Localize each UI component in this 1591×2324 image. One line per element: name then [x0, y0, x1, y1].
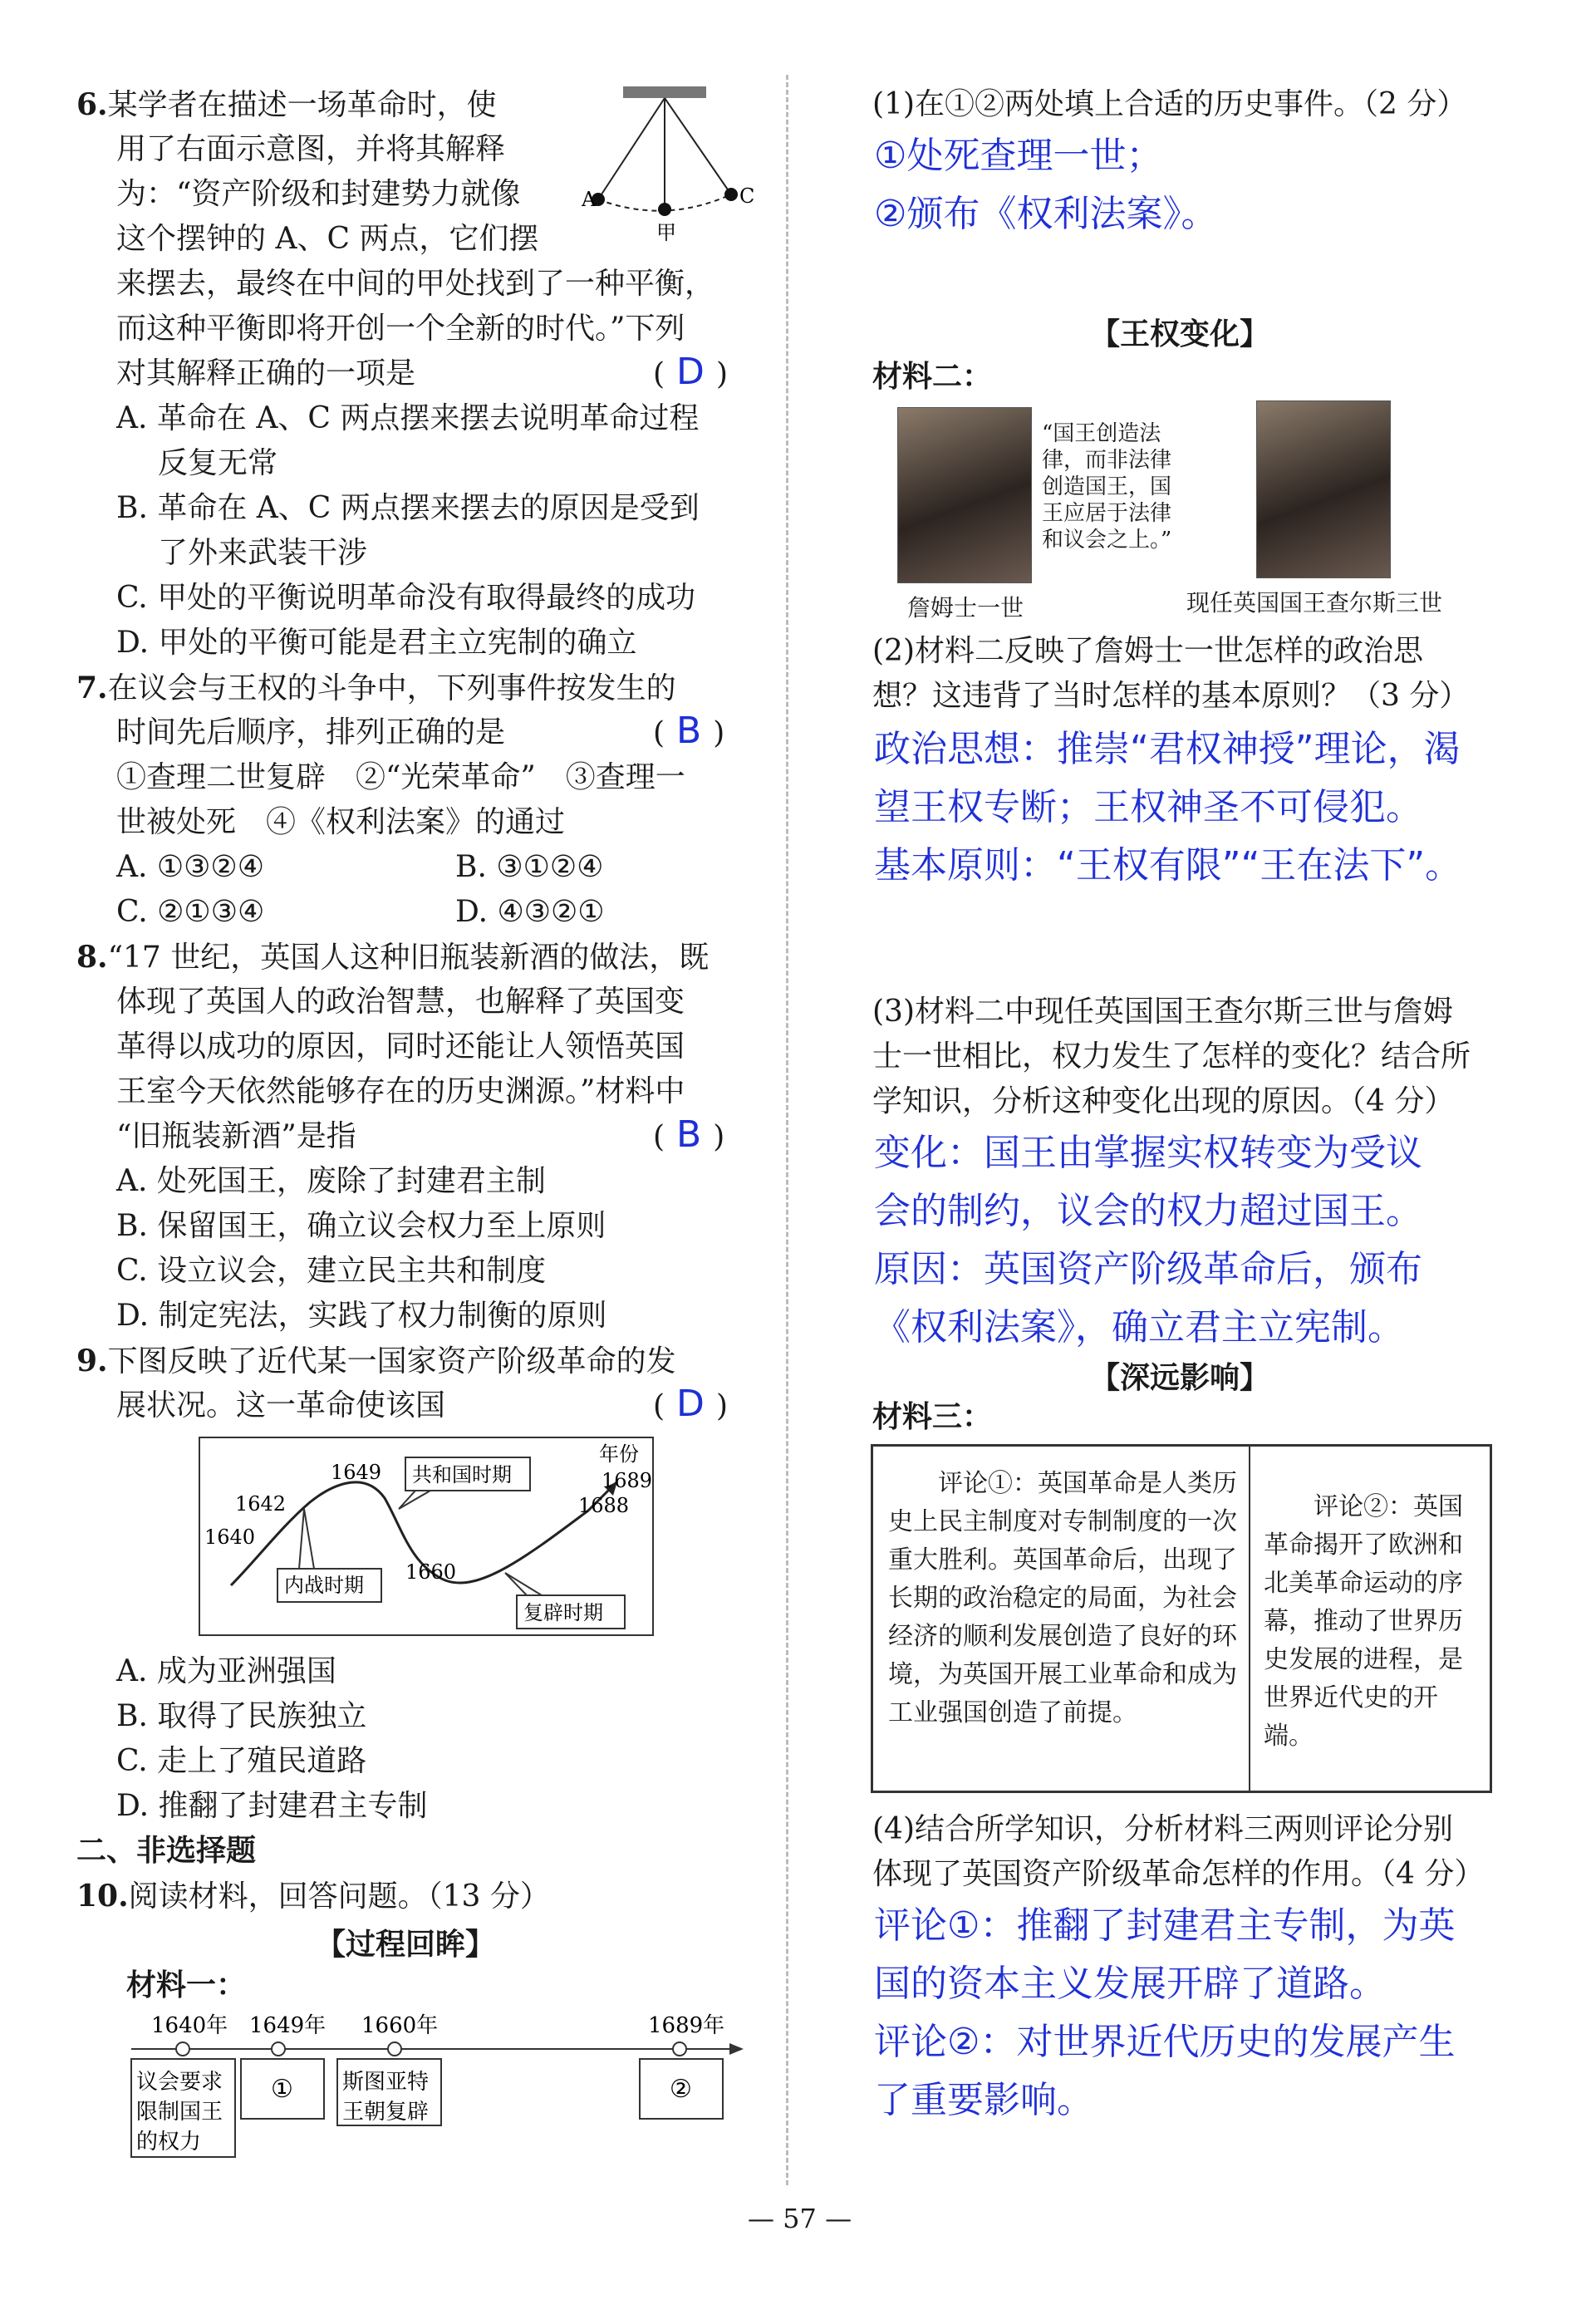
- heading-royal-power: 【王权变化】: [1090, 317, 1270, 351]
- comment-2: 评论②：英国革命揭开了欧洲和北美革命运动的序幕，推动了世界历史发展的进程，是世界近代史的开端。: [1264, 1492, 1463, 1751]
- q10-intro: 10.阅读材料，回答问题。（13 分）: [76, 1879, 550, 1914]
- q7-answer: B: [676, 710, 702, 752]
- q8-option-c: C. 设立议会，建立民主共和制度: [116, 1254, 547, 1288]
- q7-line-4: 世被处死 ④《权利法案》的通过: [116, 805, 566, 839]
- q6-line-4: 这个摆钟的 A、C 两点，它们摆: [116, 222, 539, 256]
- q7-line-2: 时间先后顺序，排列正确的是: [116, 715, 506, 749]
- timeline-year-1689: 1689年: [648, 2013, 725, 2038]
- chart-label-1640: 1640: [204, 1526, 256, 1549]
- material-1-label: 材料一：: [126, 1968, 247, 2002]
- q10-answer-4-line-2: 国的资本主义发展开辟了道路。: [874, 1963, 1386, 2005]
- chart-label-restoration: 复辟时期: [523, 1601, 603, 1624]
- q10-sub-3-line-1: (3)材料二中现任英国国王查尔斯三世与詹姆: [872, 995, 1453, 1029]
- q6-number: 6.: [76, 87, 108, 122]
- q10-answer-4-line-1: 评论①：推翻了封建君主专制，为英: [874, 1904, 1456, 1947]
- q10-sub-2-line-2: 想？这违背了当时怎样的基本原则？（3 分）: [872, 679, 1470, 713]
- q9-line-1: 9.下图反映了近代某一国家资产阶级革命的发: [76, 1344, 676, 1378]
- q10-number: 10.: [76, 1879, 129, 1914]
- timeline-arrowhead: [729, 2043, 744, 2055]
- q6-answer: D: [676, 351, 705, 393]
- page-number: — 57 —: [748, 2203, 852, 2234]
- q6-option-a: A. 革命在 A、C 两点摆来摆去说明革命过程: [116, 401, 700, 435]
- q6-option-c: C. 甲处的平衡说明革命没有取得最终的成功: [116, 581, 696, 615]
- quote-line-1: “国王创造法: [1042, 421, 1161, 446]
- chart-label-civilwar: 内战时期: [284, 1574, 364, 1597]
- pendulum-label-c: C: [739, 184, 755, 208]
- material-2-label: 材料二：: [872, 360, 993, 394]
- q10-answer-2-line-3: 基本原则：“王权有限”“王在法下”。: [874, 844, 1462, 887]
- q7-option-d: D. ④③②①: [455, 895, 605, 929]
- quote-line-5: 和议会之上。”: [1042, 528, 1172, 553]
- q7-option-a: A. ①③②④: [116, 850, 264, 884]
- timeline-box-1640-line-2: 限制国王: [136, 2100, 223, 2125]
- q6-option-d: D. 甲处的平衡可能是君主立宪制的确立: [116, 626, 637, 660]
- q8-line-5: “旧瓶装新酒”是指: [116, 1119, 356, 1153]
- quote-line-2: 律，而非法律: [1042, 448, 1172, 473]
- q6-line-2: 用了右面示意图，并将其解释: [116, 132, 506, 166]
- q6-line-3: 为：“资产阶级和封建势力就像: [116, 177, 521, 211]
- pendulum-arm-a: [598, 98, 665, 199]
- q8-option-d: D. 制定宪法，实践了权力制衡的原则: [116, 1299, 607, 1333]
- caption-charles-iii: 现任英国国王查尔斯三世: [1186, 589, 1443, 617]
- q9-line-2: 展状况。这一革命使该国: [116, 1388, 446, 1422]
- chart-label-1688: 1688: [578, 1494, 630, 1517]
- q8-answer-paren: ( B ): [653, 1113, 725, 1156]
- q10-answer-3-line-4: 《权利法案》，确立君主立宪制。: [874, 1306, 1404, 1349]
- chart-label-1642: 1642: [235, 1492, 287, 1516]
- quote-line-3: 创造国王，国: [1042, 474, 1172, 499]
- q10-answer-4-line-3: 评论②：对世界近代历史的发展产生: [874, 2021, 1456, 2063]
- q7-number: 7.: [76, 671, 108, 705]
- q7-answer-paren: ( B ): [653, 710, 725, 752]
- q9-option-b: B. 取得了民族独立: [116, 1699, 367, 1733]
- q10-answer-4-line-4: 了重要影响。: [874, 2079, 1093, 2121]
- q10-sub-2-line-1: (2)材料二反映了詹姆士一世怎样的政治思: [872, 634, 1423, 668]
- comments-divider: [1249, 1447, 1250, 1791]
- q9-number: 9.: [76, 1344, 108, 1378]
- q7-line-3: ①查理二世复辟 ②“光荣革命” ③查理一: [116, 760, 685, 794]
- pendulum-label-a: A: [582, 188, 597, 211]
- charles-iii-portrait: [1256, 400, 1391, 578]
- q6-option-a-cont: 反复无常: [158, 446, 278, 480]
- q8-option-a: A. 处死国王，废除了封建君主制: [116, 1164, 546, 1198]
- revolution-curve-chart: [198, 1436, 655, 1637]
- james-i-portrait: [897, 407, 1032, 583]
- timeline-box-1640-line-1: 议会要求: [136, 2070, 223, 2095]
- pendulum-arm-c: [665, 98, 731, 194]
- timeline-year-1660: 1660年: [361, 2013, 439, 2038]
- q10-answer-3-line-1: 变化：国王由掌握实权转变为受议: [874, 1132, 1422, 1174]
- q9-option-c: C. 走上了殖民道路: [116, 1744, 367, 1778]
- q6-line-7: 对其解释正确的一项是: [116, 356, 416, 391]
- chart-label-1660: 1660: [405, 1560, 457, 1584]
- section-2-heading: 二、非选择题: [76, 1834, 257, 1868]
- q10-answer-1-line-1: ①处死查理一世；: [874, 135, 1163, 177]
- timeline-blank-2: ②: [670, 2075, 692, 2104]
- q6-line-6: 而这种平衡即将开创一个全新的时代。”下列: [116, 312, 685, 346]
- q8-option-b: B. 保留国王，确立议会权力至上原则: [116, 1209, 606, 1243]
- q8-number: 8.: [76, 940, 108, 975]
- q9-option-d: D. 推翻了封建君主专制: [116, 1789, 428, 1823]
- comments-box: [871, 1444, 1492, 1793]
- q7-line-1: 7.在议会与王权的斗争中，下列事件按发生的: [76, 671, 676, 705]
- q10-sub-4-line-2: 体现了英国资产阶级革命怎样的作用。（4 分）: [872, 1857, 1485, 1891]
- chart-year-label: 年份: [599, 1442, 639, 1466]
- q10-sub-3-line-2: 士一世相比，权力发生了怎样的变化？结合所: [872, 1039, 1471, 1074]
- pendulum-diagram: [582, 83, 756, 249]
- q8-answer: B: [676, 1113, 702, 1156]
- pendulum-mount: [623, 86, 706, 98]
- timeline-box-1660-line-2: 王朝复辟: [342, 2100, 430, 2125]
- q10-answer-2-line-2: 望王权专断；王权神圣不可侵犯。: [874, 786, 1422, 828]
- q10-sub-4-line-1: (4)结合所学知识，分析材料三两则评论分别: [872, 1812, 1453, 1846]
- q6-option-b: B. 革命在 A、C 两点摆来摆去的原因是受到: [116, 491, 700, 525]
- q10-answer-1-line-2: ②颁布《权利法案》。: [874, 193, 1218, 235]
- timeline-box-1640-line-3: 的权力: [136, 2130, 202, 2154]
- pendulum-bob-c: [724, 188, 738, 201]
- pendulum-bob-mid: [658, 203, 671, 216]
- timeline-year-1649: 1649年: [249, 2013, 327, 2038]
- q10-answer-2-line-1: 政治思想：推崇“君权神授”理论，渴: [874, 728, 1461, 770]
- chart-label-1689: 1689: [602, 1469, 653, 1492]
- timeline-node-1649: [272, 2042, 285, 2056]
- q6-line-5: 来摆去，最终在中间的甲处找到了一种平衡，: [116, 267, 715, 301]
- q7-option-b: B. ③①②④: [455, 850, 604, 884]
- q6-answer-paren: ( D ): [653, 351, 728, 393]
- timeline-blank-1: ①: [271, 2075, 293, 2104]
- q9-option-a: A. 成为亚洲强国: [116, 1654, 336, 1688]
- chart-label-republic: 共和国时期: [412, 1463, 512, 1486]
- q6-line-1: 6.某学者在描述一场革命时，使: [76, 87, 497, 122]
- timeline-node-1640: [176, 2042, 189, 2056]
- timeline-year-1640: 1640年: [151, 2013, 228, 2038]
- q9-answer: D: [676, 1383, 705, 1425]
- q8-line-3: 革得以成功的原因，同时还能让人领悟英国: [116, 1029, 685, 1064]
- pendulum-label-mid: 甲: [656, 221, 676, 244]
- comment-1: 评论①：英国革命是人类历史上民主制度对专制制度的一次重大胜利。英国革命后，出现了长期的政治稳定的局面，为社会经济的顺利发展创造了良好的环境，为英国开展工业革命和成为工业强国创造了前提。: [888, 1469, 1237, 1727]
- quote-line-4: 王应居于法律: [1042, 501, 1172, 526]
- james-quote: [1042, 420, 1171, 553]
- q10-sub-1: (1)在①②两处填上合适的历史事件。（2 分）: [872, 87, 1467, 121]
- caption-james-i: 詹姆士一世: [907, 594, 1024, 622]
- timeline-diagram: [125, 2007, 756, 2174]
- q6-option-b-cont: 了外来武装干涉: [158, 536, 368, 570]
- material-3-label: 材料三：: [872, 1400, 993, 1434]
- q8-line-2: 体现了英国人的政治智慧，也解释了英国变: [116, 985, 685, 1019]
- timeline-box-1660-line-1: 斯图亚特: [342, 2070, 430, 2095]
- heading-process-review: 【过程回眸】: [316, 1928, 496, 1962]
- q8-line-1: 8.“17 世纪，英国人这种旧瓶装新酒的做法，既: [76, 940, 710, 975]
- chart-label-1649: 1649: [331, 1461, 382, 1484]
- q9-answer-paren: ( D ): [653, 1383, 728, 1425]
- heading-far-reaching-impact: 【深远影响】: [1090, 1361, 1270, 1395]
- q7-option-c: C. ②①③④: [116, 895, 265, 929]
- timeline-node-1660: [388, 2042, 401, 2056]
- q10-sub-3-line-3: 学知识，分析这种变化出现的原因。（4 分）: [872, 1084, 1455, 1118]
- q10-answer-3-line-2: 会的制约，议会的权力超过国王。: [874, 1190, 1422, 1232]
- column-divider: [786, 75, 788, 2185]
- timeline-node-1689: [673, 2042, 686, 2056]
- q8-line-4: 王室今天依然能够存在的历史渊源。”材料中: [116, 1074, 685, 1108]
- q10-answer-3-line-3: 原因：英国资产阶级革命后，颁布: [874, 1248, 1422, 1290]
